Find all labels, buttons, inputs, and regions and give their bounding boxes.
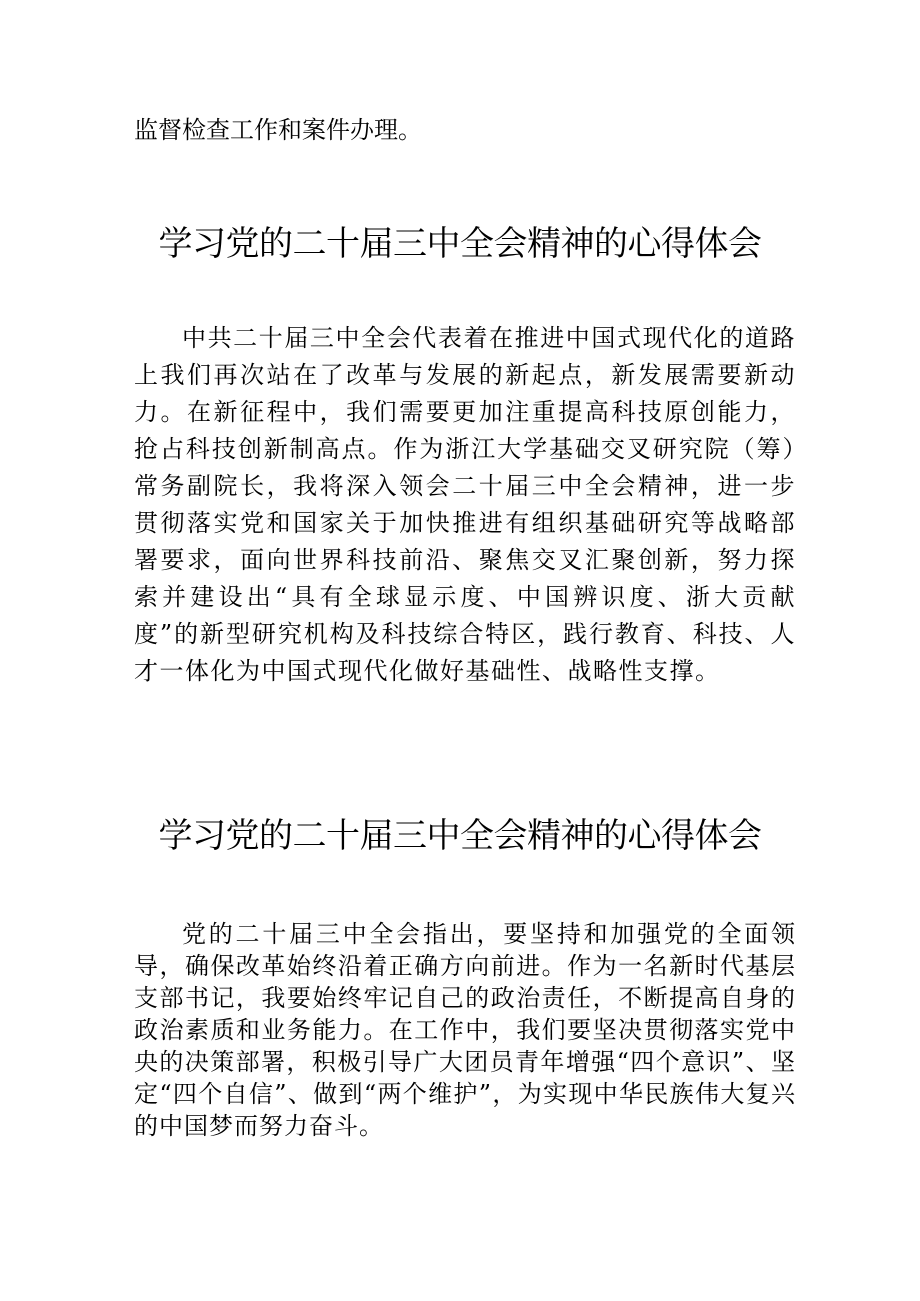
- section-heading-1: 学习党的二十届三中全会精神的心得体会: [158, 224, 762, 264]
- section-body-2: 党的二十届三中全会指出，要坚持和加强党的全面领导，确保改革始终沿着正确方向前进。作为一名新时代基层支部书记，我要始终牢记自己的政治责任，不断提高自身的政治素质和业务能力。在工作中，我们要坚决贯彻落实党中央的决策部署，积极引导广大团员青年增强“四个意识”、坚定“四个自信”、做到“两个维护”，为实现中华民族伟大复兴的中国梦而努力奋斗。: [134, 920, 796, 1140]
- continued-paragraph: 监督检查工作和案件办理。: [134, 116, 422, 144]
- section-body-1: 中共二十届三中全会代表着在推进中国式现代化的道路上我们再次站在了改革与发展的新起点，新发展需要新动力。在新征程中，我们需要更加注重提高科技原创能力，抢占科技创新制高点。作为浙江大学基础交叉研究院（筹）常务副院长，我将深入领会二十届三中全会精神，进一步贯彻落实党和国家关于加快推进有组织基础研究等战略部署要求，面向世界科技前沿、聚焦交叉汇聚创新，努力探索并建设出“具有全球显示度、中国辨识度、浙大贡献度”的新型研究机构及科技综合特区，践行教育、科技、人才一体化为中国式现代化做好基础性、战略性支撑。: [134, 324, 796, 685]
- section-heading-2: 学习党的二十届三中全会精神的心得体会: [158, 816, 762, 856]
